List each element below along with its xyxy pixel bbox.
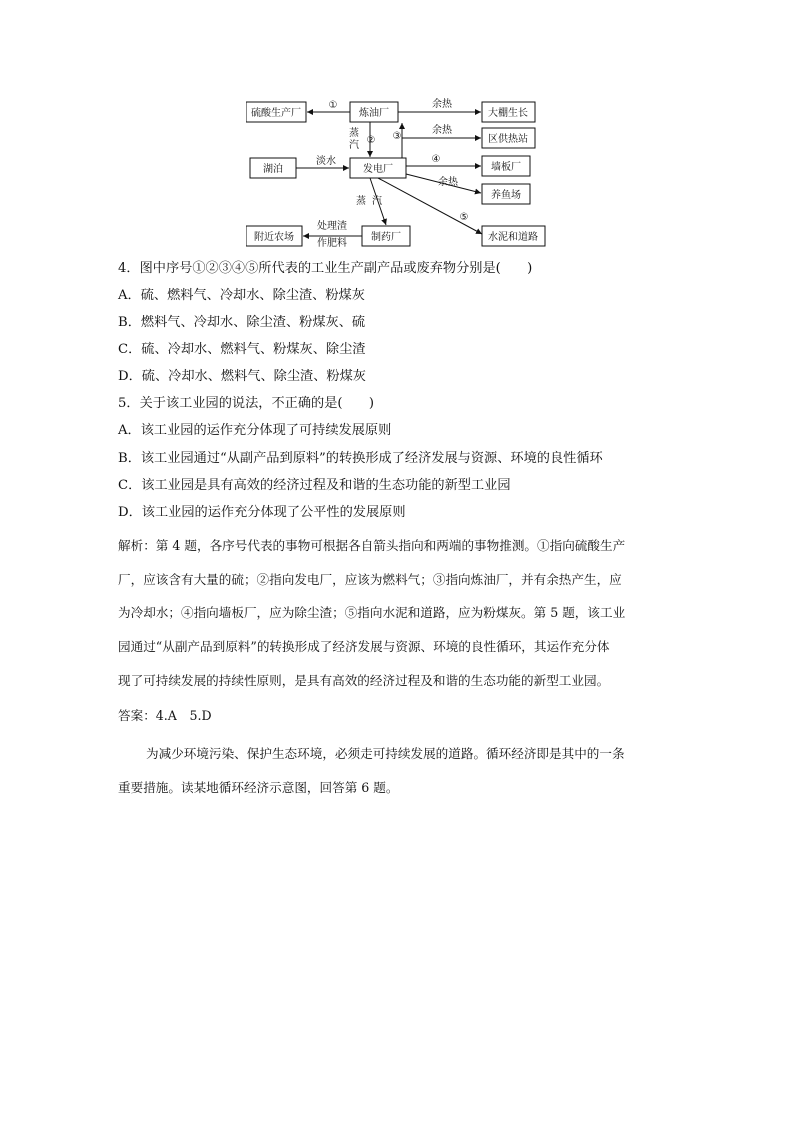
answer: 答案：4.A 5.D — [118, 708, 212, 723]
industrial-park-flow-diagram — [246, 96, 556, 248]
label-residue-1: 处理渣 — [317, 221, 347, 232]
question-4-option-a: A．硫、燃料气、冷却水、除尘渣、粉煤灰 — [118, 288, 365, 303]
label-2: ② — [366, 135, 376, 146]
explanation-line: 为冷却水；④指向墙板厂，应为除尘渣；⑤指向水泥和道路，应为粉煤灰。第 5 题，该工业 — [118, 605, 626, 620]
label-residue-2: 作肥料 — [317, 238, 347, 248]
label-steam-b: 汽 — [349, 140, 359, 151]
label-5: ⑤ — [459, 212, 469, 223]
intro-line: 重要措施。读某地循环经济示意图，回答第 6 题。 — [118, 780, 399, 795]
label-steam2-a: 蒸 — [356, 196, 366, 207]
question-5-option-c: C．该工业园是具有高效的经济过程及和谐的生态功能的新型工业园 — [118, 478, 511, 493]
question-5-option-d: D．该工业园的运作充分体现了公平性的发展原则 — [118, 505, 406, 520]
node-power: 发电厂 — [363, 164, 393, 175]
question-4-stem: 4．图中序号①②③④⑤所代表的工业生产副产品或废弃物分别是( ) — [118, 261, 533, 276]
question-4-option-d: D．硫、冷却水、燃料气、除尘渣、粉煤灰 — [118, 369, 366, 384]
node-lake: 湖泊 — [263, 164, 283, 175]
label-waste-heat-1: 余热 — [432, 99, 452, 110]
node-fish: 养鱼场 — [491, 190, 521, 201]
explanation-line: 解析：第 4 题，各序号代表的事物可根据各自箭头指向和两端的事物推测。①指向硫酸生产 — [118, 538, 626, 553]
node-pharma: 制药厂 — [371, 232, 401, 243]
intro-line: 为减少环境污染、保护生态环境，必须走可持续发展的道路。循环经济即是其中的一条 — [146, 746, 625, 761]
label-4: ④ — [431, 154, 441, 165]
label-3: ③ — [392, 131, 402, 142]
explanation-line: 现了可持续发展的持续性原则，是具有高效的经济过程及和谐的生态功能的新型工业园。 — [118, 673, 610, 688]
node-sulfuric: 硫酸生产厂 — [251, 108, 301, 119]
label-fresh-water: 淡水 — [316, 156, 336, 167]
question-5-option-a: A．该工业园的运作充分体现了可持续发展原则 — [118, 423, 392, 438]
node-refinery: 炼油厂 — [359, 108, 389, 119]
question-4-option-c: C．硫、冷却水、燃料气、粉煤灰、除尘渣 — [118, 342, 366, 357]
question-4-option-b: B．燃料气、冷却水、除尘渣、粉煤灰、硫 — [118, 315, 366, 330]
label-waste-heat-2: 余热 — [432, 125, 452, 136]
label-steam2-b: 汽 — [372, 196, 382, 207]
question-5-stem: 5．关于该工业园的说法，不正确的是( ) — [118, 396, 375, 411]
node-wallboard: 墙板厂 — [491, 162, 521, 173]
question-5-option-b: B．该工业园通过“从副产品到原料”的转换形成了经济发展与资源、环境的良性循环 — [118, 451, 603, 466]
explanation-line: 园通过“从副产品到原料”的转换形成了经济发展与资源、环境的良性循环，其运作充分体 — [118, 639, 610, 654]
label-1: ① — [328, 100, 338, 111]
explanation-line: 厂，应该含有大量的硫；②指向发电厂，应该为燃料气；③指向炼油厂，并有余热产生，应 — [118, 572, 622, 587]
label-steam-a: 蒸 — [349, 128, 359, 139]
node-farm: 附近农场 — [254, 232, 294, 243]
node-greenhouse: 大棚生长 — [488, 108, 528, 119]
node-heating: 区供热站 — [488, 134, 528, 145]
label-waste-heat-3: 余热 — [438, 177, 458, 188]
node-cement: 水泥和道路 — [488, 232, 538, 243]
